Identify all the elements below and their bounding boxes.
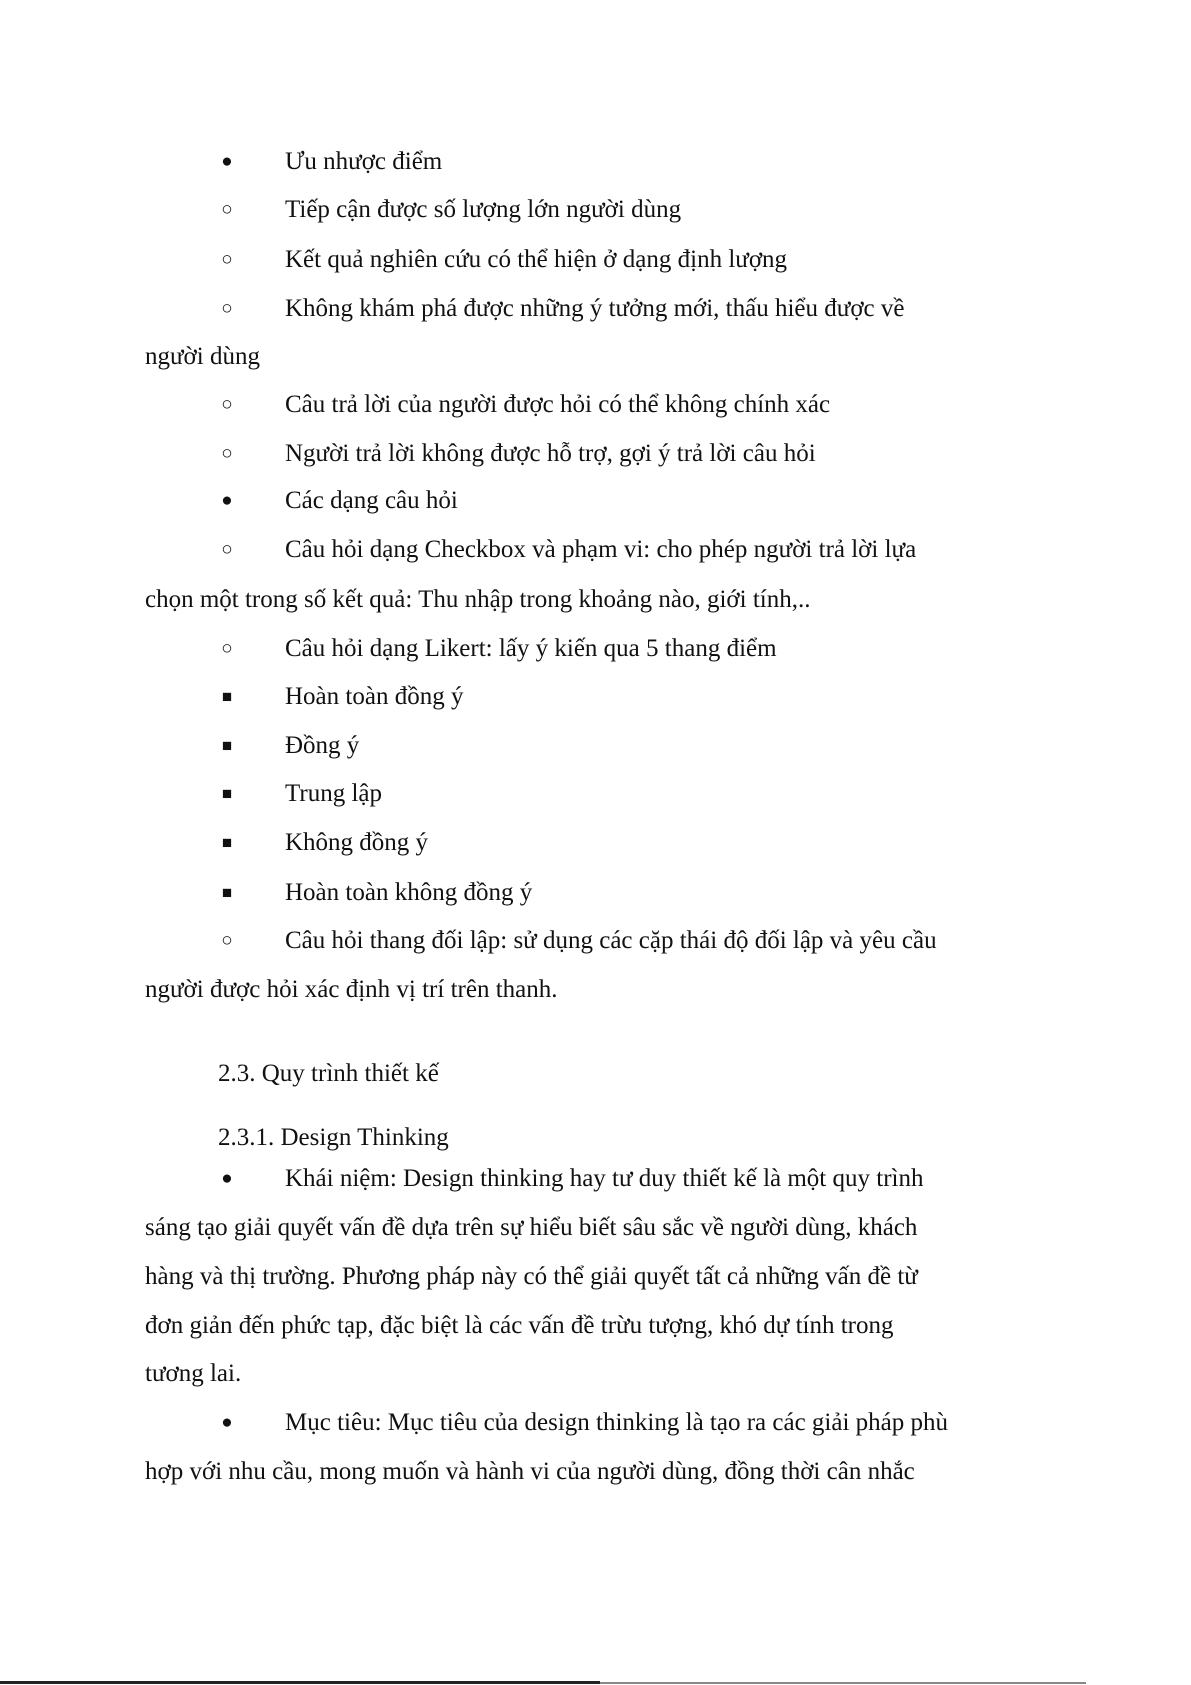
text-line: Mục tiêu: Mục tiêu của design thinking là tạo ra các giải pháp phù xyxy=(285,1409,949,1436)
bullet-square-icon: ■ xyxy=(221,784,233,803)
bullet-square-icon: ■ xyxy=(221,736,233,755)
text-line: Ưu nhược điểm xyxy=(285,148,443,175)
text-line: Hoàn toàn không đồng ý xyxy=(285,879,533,906)
text-line: tương lai. xyxy=(145,1360,242,1387)
bullet-hollow-icon: ○ xyxy=(221,930,233,951)
bullet-square-icon: ■ xyxy=(221,833,233,852)
text-line: đơn giản đến phức tạp, đặc biệt là các vấn đề trừu tượng, khó dự tính trong xyxy=(145,1312,894,1339)
text-line: người được hỏi xác định vị trí trên thanh. xyxy=(145,976,558,1003)
bullet-hollow-icon: ○ xyxy=(221,298,233,319)
bullet-hollow-icon: ○ xyxy=(221,638,233,659)
text-line: Câu hỏi dạng Likert: lấy ý kiến qua 5 thang điểm xyxy=(285,635,777,662)
bullet-hollow-icon: ○ xyxy=(221,199,233,220)
page-divider-gray xyxy=(600,1682,1086,1684)
section-heading: 2.3.1. Design Thinking xyxy=(218,1124,449,1151)
bullet-square-icon: ■ xyxy=(221,883,233,902)
bullet-filled-icon: ● xyxy=(221,1168,233,1189)
text-line: Câu hỏi thang đối lập: sử dụng các cặp thái độ đối lập và yêu cầu xyxy=(285,927,937,954)
text-line: Khái niệm: Design thinking hay tư duy thiết kế là một quy trình xyxy=(285,1165,924,1192)
section-heading: 2.3. Quy trình thiết kế xyxy=(218,1060,439,1087)
text-line: Tiếp cận được số lượng lớn người dùng xyxy=(285,196,682,223)
bullet-hollow-icon: ○ xyxy=(221,443,233,464)
text-line: sáng tạo giải quyết vấn đề dựa trên sự hiểu biết sâu sắc về người dùng, khách xyxy=(145,1214,918,1241)
text-line: người dùng xyxy=(145,343,260,370)
text-line: Người trả lời không được hỗ trợ, gợi ý trả lời câu hỏi xyxy=(285,440,816,467)
bullet-hollow-icon: ○ xyxy=(221,394,233,415)
text-line: hợp với nhu cầu, mong muốn và hành vi của người dùng, đồng thời cân nhắc xyxy=(145,1458,915,1485)
text-line: Câu hỏi dạng Checkbox và phạm vi: cho phép người trả lời lựa xyxy=(285,536,917,563)
text-line: Không khám phá được những ý tưởng mới, thấu hiểu được về xyxy=(285,295,905,322)
bullet-filled-icon: ● xyxy=(221,490,233,511)
bullet-hollow-icon: ○ xyxy=(221,539,233,560)
text-line: Đồng ý xyxy=(285,732,360,759)
text-line: Kết quả nghiên cứu có thể hiện ở dạng định lượng xyxy=(285,246,788,273)
bullet-square-icon: ■ xyxy=(221,687,233,706)
bullet-filled-icon: ● xyxy=(221,151,233,172)
bullet-hollow-icon: ○ xyxy=(221,249,233,270)
text-line: Không đồng ý xyxy=(285,829,429,856)
bullet-filled-icon: ● xyxy=(221,1412,233,1433)
page-divider xyxy=(0,1681,600,1684)
text-line: Câu trả lời của người được hỏi có thể không chính xác xyxy=(285,391,831,418)
text-line: chọn một trong số kết quả: Thu nhập trong khoảng nào, giới tính,.. xyxy=(145,586,811,613)
text-line: Trung lập xyxy=(285,780,383,807)
text-line: Hoàn toàn đồng ý xyxy=(285,683,464,710)
text-line: Các dạng câu hỏi xyxy=(285,487,458,514)
text-line: hàng và thị trường. Phương pháp này có thể giải quyết tất cả những vấn đề từ xyxy=(145,1263,918,1290)
